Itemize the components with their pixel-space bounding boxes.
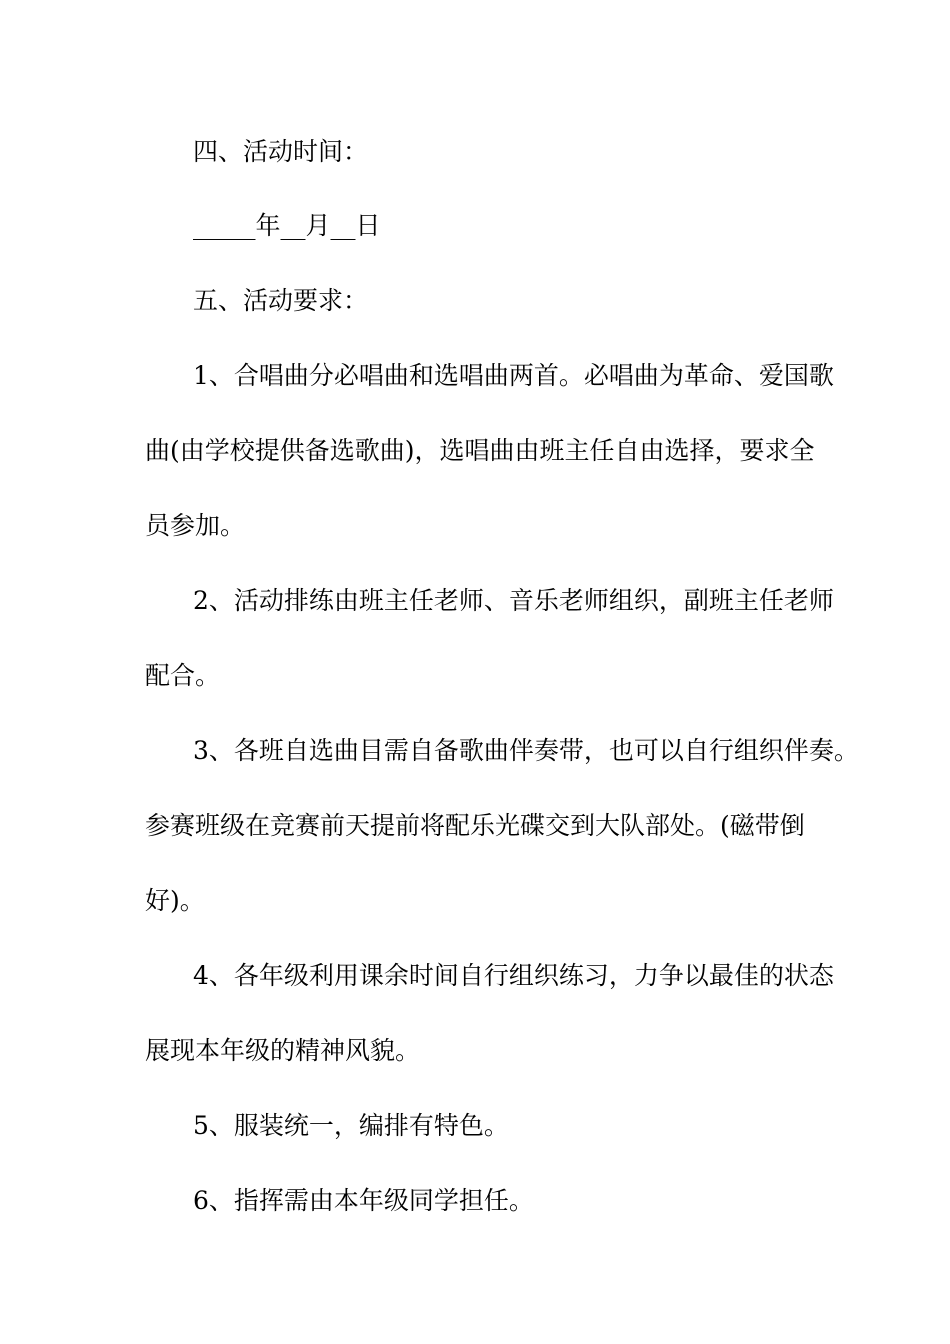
requirement-3-line-1: 3、各班自选曲目需自备歌曲伴奏带，也可以自行组织伴奏。 [193, 736, 859, 765]
requirement-2-line-2: 配合。 [145, 661, 221, 690]
date-placeholder: _____年__月__日 [193, 211, 381, 240]
requirement-2-line-1: 2、活动排练由班主任老师、音乐老师组织，副班主任老师 [193, 586, 834, 615]
requirement-1-line-1: 1、合唱曲分必唱曲和选唱曲两首。必唱曲为革命、爱国歌 [193, 361, 834, 390]
requirement-4-line-1: 4、各年级利用课余时间自行组织练习，力争以最佳的状态 [193, 961, 834, 990]
requirement-6: 6、指挥需由本年级同学担任。 [193, 1186, 534, 1215]
requirement-3-line-3: 好)。 [145, 886, 205, 915]
requirement-3-line-2: 参赛班级在竞赛前天提前将配乐光碟交到大队部处。(磁带倒 [145, 811, 805, 840]
section-heading-activity-time: 四、活动时间： [193, 137, 369, 166]
requirement-1-line-2: 曲(由学校提供备选歌曲)，选唱曲由班主任自由选择，要求全 [145, 436, 815, 465]
requirement-1-line-3: 员参加。 [145, 511, 246, 540]
requirement-5: 5、服装统一，编排有特色。 [193, 1111, 509, 1140]
requirement-4-line-2: 展现本年级的精神风貌。 [145, 1036, 421, 1065]
section-heading-activity-requirements: 五、活动要求： [193, 286, 369, 315]
